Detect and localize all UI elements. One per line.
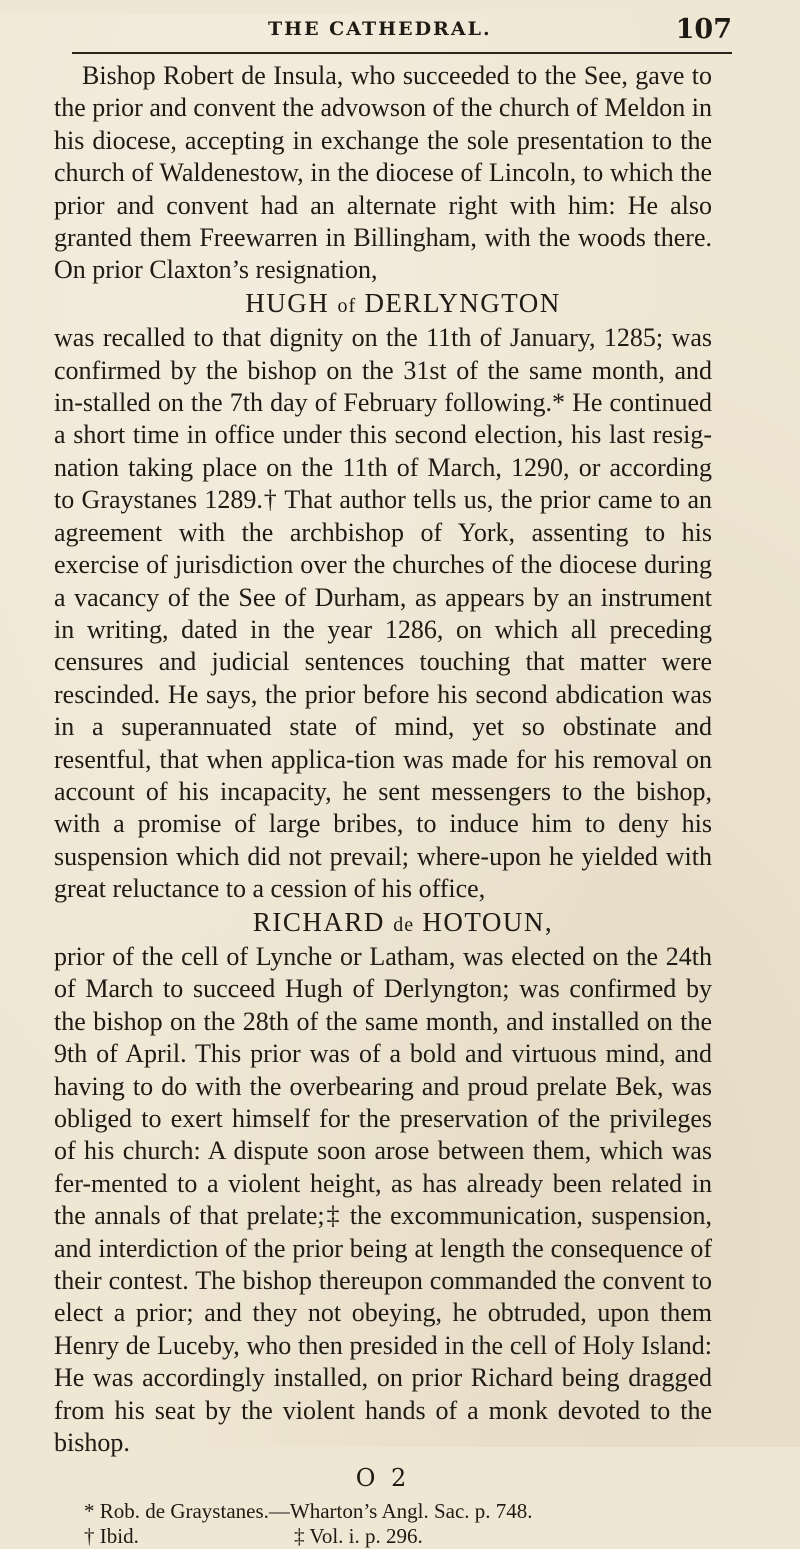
heading-hugh-middle: of xyxy=(337,294,357,317)
footnote-row-2 xyxy=(84,1524,712,1549)
document-page xyxy=(0,14,800,1549)
heading-richard-middle: de xyxy=(393,913,415,936)
footnote-1: * Rob. de Graystanes.—Wharton’s Angl. Sac. p. 748. xyxy=(84,1499,533,1524)
paragraph-1: Bishop Robert de Insula, who succeeded to the See, gave to the prior and convent the advowson of the church of Meldon in his diocese, accepting in exchange the sole presentation to the church of Waldenestow, in the diocese of Lincoln, to which the prior and convent had an alternate right with him: He also granted them Freewarren in Billingham, with the woods there. On prior Claxton’s resignation, xyxy=(54,61,712,285)
heading-hugh-last: DERLYNGTON xyxy=(364,287,561,318)
signature-mark: O 2 xyxy=(355,1464,411,1493)
footnote-3: ‡ Vol. i. p. 296. xyxy=(294,1524,423,1549)
heading-richard-first: RICHARD xyxy=(252,906,385,937)
heading-richard-de-hotoun xyxy=(54,906,712,941)
header-rule xyxy=(72,52,732,54)
paragraph-2: was recalled to that dignity on the 11th of January, 1285; was confirmed by the bishop on the 31st of the same month, and in-stalled on the 7th day of February following.* He continued a short time in office under this second election, his last resig-nation taking place on the 11th of March, 1290, or according to Graystanes 1289.† That author tells us, the prior came to an agreement with the archbishop of York, assenting to his exercise of jurisdiction over the churches of the diocese during a vacancy of the See of Durham, as appears by an instrument in writing, dated in the year 1286, on which all preceding censures and judicial sentences touching that matter were rescinded. He says, the prior before his second abdication was in a superannuated state of mind, yet so obstinate and resentful, that when applica-tion was made for his removal on account of his incapacity, he sent messengers to the bishop, with a promise of large bribes, to induce him to deny his suspension which did not prevail; where-upon he yielded with great reluctance to a cession of his office, xyxy=(54,323,712,904)
body-text xyxy=(54,60,712,1459)
footnote-2: † Ibid. xyxy=(84,1524,139,1549)
heading-hugh-of-derlyngton xyxy=(54,287,712,322)
footnotes xyxy=(84,1499,712,1549)
page-number: 107 xyxy=(675,14,732,45)
running-head xyxy=(54,14,732,52)
heading-richard-last: HOTOUN, xyxy=(422,906,554,937)
running-title: THE CATHEDRAL. xyxy=(268,18,492,40)
heading-hugh-first: HUGH xyxy=(245,287,330,318)
paragraph-3: prior of the cell of Lynche or Latham, was elected on the 24th of March to succeed Hugh of Derlyngton; was confirmed by the bishop on the 28th of the same month, and installed on the 9th of April. This prior was of a bold and virtuous mind, and having to do with the overbearing and proud prelate Bek, was obliged to exert himself for the preservation of the privileges of his church: A dispute soon arose between them, which was fer-mented to a violent height, as has already been related in the annals of that prelate;‡ the excommunication, suspension, and interdiction of the prior being at length the consequence of their contest. The bishop thereupon commanded the convent to elect a prior; and they not obeying, he obtruded, upon them Henry de Luceby, who then presided in the cell of Holy Island: He was accordingly installed, on prior Richard being dragged from his seat by the violent hands of a monk devoted to the bishop. xyxy=(54,941,712,1458)
